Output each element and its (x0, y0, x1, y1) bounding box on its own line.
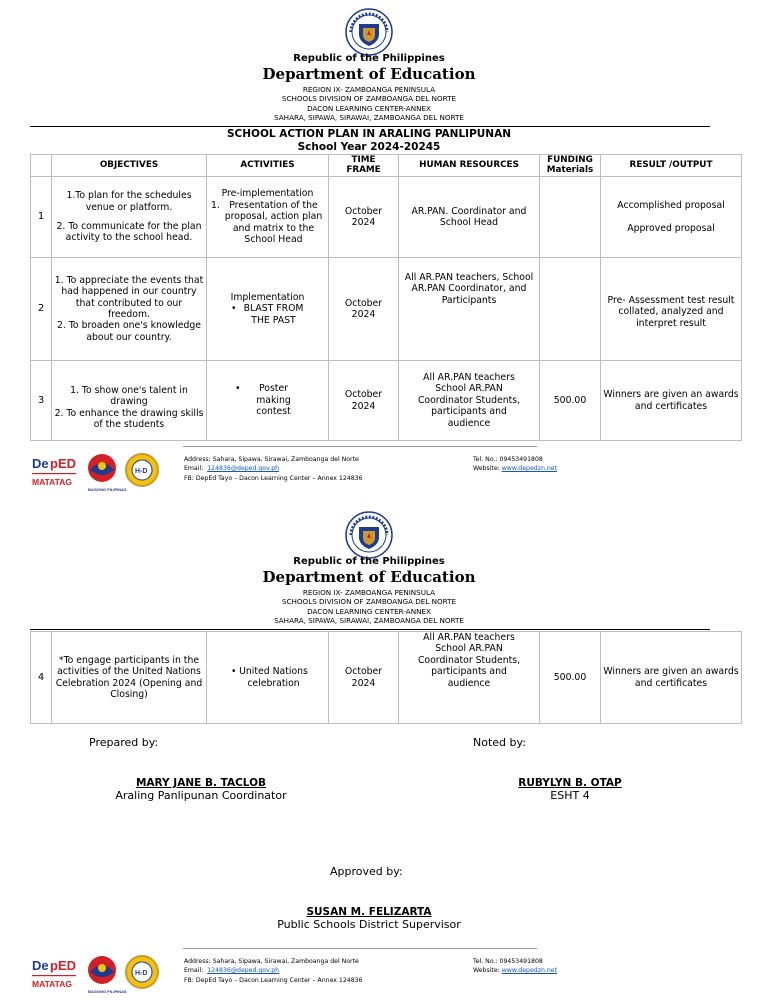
prepared-by-label: Prepared by: (89, 736, 159, 749)
table-row (31, 258, 742, 361)
noted-title: ESHT 4 (550, 789, 590, 802)
prepared-signature (70, 777, 332, 802)
school-year: School Year 2024-20245 (297, 141, 441, 153)
activity-list (209, 383, 326, 417)
svg-text:De: De (32, 456, 49, 471)
footer-tel: Tel. No.: 09453491808 (473, 456, 543, 463)
row-number: 2 (31, 258, 52, 361)
activity-item: 1. Presentation of the proposal, action plan and matrix to the School Head (209, 200, 326, 246)
svg-text:H-D: H-D (135, 970, 148, 977)
footer-website-line (473, 464, 557, 473)
deped-matatag-logo (30, 450, 160, 494)
result-cell (601, 177, 742, 258)
footer-email-link[interactable]: 124836@deped.gov.ph (207, 465, 280, 473)
human-resources-text: All AR.PAN teachers, School AR.PAN Coordinator, and Participants (404, 272, 534, 306)
footer-rule (183, 446, 537, 447)
result-cell: Winners are given an awards and certificates (601, 632, 742, 724)
footer-email-link[interactable]: 124836@deped.gov.ph (207, 967, 280, 975)
row-number: 4 (31, 632, 52, 724)
time-frame-text: October 2024 (344, 389, 383, 412)
footer-fb: FB: DepEd Tayo – Dacon Learning Center – Annex 124836 (184, 474, 363, 482)
human-resources-text: All AR.PAN teachers School AR.PAN Coordinator Students, participants and audience (417, 371, 521, 429)
svg-text:pED: pED (50, 958, 76, 973)
activity-item: • BLAST FROM THE PAST (225, 303, 310, 326)
row-number: 3 (31, 361, 52, 441)
activity-list (209, 200, 326, 246)
footer-email-line (184, 464, 363, 473)
footer-contact-right (473, 957, 557, 976)
objectives-cell (52, 632, 207, 724)
result-cell (601, 258, 742, 361)
approved-by-label: Approved by: (330, 865, 403, 878)
approved-name: SUSAN M. FELIZARTA (306, 906, 432, 918)
activities-cell (207, 632, 329, 724)
col-num (31, 155, 52, 177)
deped-seal-icon (345, 511, 393, 559)
address-label: SAHARA, SIPAWA, SIRAWAI, ZAMBOANGA DEL NORTE (274, 616, 464, 626)
objective-text: 2. To broaden one's knowledge about our country. (57, 320, 201, 343)
funding-cell (540, 177, 601, 258)
time-frame-text: October 2024 (344, 205, 383, 228)
activities-cell (207, 177, 329, 258)
time-frame-cell (329, 258, 399, 361)
row-number: 1 (31, 177, 52, 258)
objectives-cell (52, 177, 207, 258)
table-row (31, 632, 742, 724)
footer-fb: FB: DepEd Tayo – Dacon Learning Center – Annex 124836 (184, 976, 363, 984)
col-result: RESULT /OUTPUT (601, 155, 742, 177)
human-resources-cell: AR.PAN. Coordinator and School Head (399, 177, 540, 258)
deped-matatag-logo (30, 952, 160, 996)
col-human-resources: HUMAN RESOURCES (399, 155, 540, 177)
col-time-frame (329, 155, 399, 177)
footer-logos (30, 450, 160, 494)
table-row (31, 177, 742, 258)
footer-address: Address: Sahara, Sipawa, Sirawai, Zamboanga del Norte (184, 456, 359, 463)
footer-contact-right (473, 455, 557, 474)
objective-text: *To engage participants in the activities of the United Nations Celebration 2024 (Opening and Closing) (55, 654, 203, 700)
footer-rule (183, 948, 537, 949)
funding-cell: 500.00 (540, 361, 601, 441)
department-title: Department of Education (262, 65, 476, 83)
footer-tel: Tel. No.: 09453491808 (473, 958, 543, 965)
noted-signature (470, 777, 670, 802)
footer-email-label: Email: (184, 967, 204, 975)
objective-text: 1. To show one's talent in drawing (70, 384, 188, 408)
table-header-row (31, 155, 742, 177)
republic-label: Republic of the Philippines (293, 556, 445, 567)
human-resources-cell (399, 361, 540, 441)
activities-cell (207, 258, 329, 361)
republic-label: Republic of the Philippines (293, 53, 445, 64)
footer-address: Address: Sahara, Sipawa, Sirawai, Zamboanga del Norte (184, 958, 359, 965)
header-rule (30, 126, 710, 127)
objective-text: 2. To communicate for the plan activity to the school head. (56, 221, 202, 244)
letterhead (0, 556, 738, 626)
region-label: REGION IX- ZAMBOANGA PENINSULA (302, 85, 436, 94)
time-frame-text: October 2024 (344, 666, 383, 689)
activity-list (209, 666, 326, 689)
time-frame-cell (329, 361, 399, 441)
svg-text:De: De (32, 958, 49, 973)
address-label: SAHARA, SIPAWA, SIRAWAI, ZAMBOANGA DEL NORTE (274, 113, 464, 123)
activity-heading: Pre-implementation (221, 188, 314, 200)
objectives-cell (52, 258, 207, 361)
svg-text:MATATAG: MATATAG (32, 477, 72, 487)
action-plan-table-continued (30, 631, 742, 724)
deped-seal-icon (345, 8, 393, 56)
prepared-name: MARY JANE B. TACLOB (135, 777, 267, 789)
footer-logos (30, 952, 160, 996)
col-objectives: OBJECTIVES (52, 155, 207, 177)
objective-text: 2. To enhance the drawing skills of the students (54, 407, 204, 430)
result-text: Accomplished proposal (617, 199, 725, 211)
approved-title: Public Schools District Supervisor (277, 918, 461, 931)
col-funding (540, 155, 601, 177)
human-resources-text: All AR.PAN teachers School AR.PAN Coordinator Students, participants and audience (417, 632, 521, 689)
objective-text: 1. To appreciate the events that had happened in our country that contributed to our freedom. (54, 274, 204, 320)
department-title: Department of Education (262, 568, 476, 586)
human-resources-cell (399, 632, 540, 724)
footer-website-label: Website: (473, 465, 500, 473)
prepared-title: Araling Panlipunan Coordinator (115, 789, 287, 802)
approved-signature (230, 906, 508, 931)
objectives-cell (52, 361, 207, 441)
funding-cell (540, 258, 601, 361)
col-time-frame-label: TIME FRAME (346, 154, 381, 175)
time-frame-text: October 2024 (344, 297, 383, 320)
region-label: REGION IX- ZAMBOANGA PENINSULA (302, 588, 436, 597)
activity-list (209, 303, 326, 326)
table-row (31, 361, 742, 441)
result-text: Approved proposal (627, 223, 715, 234)
col-activities: ACTIVITIES (207, 155, 329, 177)
footer-website-link[interactable]: www.depedzn.net (501, 465, 557, 473)
result-cell: Winners are given an awards and certificates (601, 361, 742, 441)
footer-website-link[interactable]: www.depedzn.net (501, 967, 557, 975)
noted-name: RUBYLYN B. OTAP (518, 777, 622, 789)
plan-title: SCHOOL ACTION PLAN IN ARALING PANLIPUNAN (227, 128, 511, 140)
objective-text: 1.To plan for the schedules venue or platform. (66, 190, 192, 213)
funding-cell: 500.00 (540, 632, 601, 724)
svg-text:H-D: H-D (135, 468, 148, 475)
svg-text:MATATAG: MATATAG (32, 979, 72, 989)
col-funding-label: FUNDING Materials (546, 154, 594, 175)
center-label: DACON LEARNING CENTER-ANNEX (307, 103, 431, 113)
svg-text:pED: pED (50, 456, 76, 471)
center-label: DACON LEARNING CENTER-ANNEX (307, 606, 431, 616)
division-label: SCHOOLS DIVISION OF ZAMBOANGA DEL NORTE (281, 94, 457, 104)
result-text: Pre- Assessment test result collated, analyzed and interpret result (607, 294, 735, 329)
footer-contact (184, 957, 363, 985)
activity-heading: Implementation (230, 291, 305, 303)
activity-item: • Poster making contest (229, 383, 306, 417)
activities-cell (207, 361, 329, 441)
noted-by-label: Noted by: (473, 736, 526, 749)
footer-website-label: Website: (473, 967, 500, 975)
division-label: SCHOOLS DIVISION OF ZAMBOANGA DEL NORTE (281, 597, 457, 607)
letterhead (0, 53, 738, 123)
footer-contact (184, 455, 363, 483)
time-frame-cell (329, 177, 399, 258)
time-frame-cell (329, 632, 399, 724)
footer-email-line (184, 966, 363, 975)
header-rule (30, 629, 710, 630)
footer-website-line (473, 966, 557, 975)
svg-text:BAGONG PILIPINAS: BAGONG PILIPINAS (88, 487, 127, 492)
svg-text:BAGONG PILIPINAS: BAGONG PILIPINAS (88, 989, 127, 994)
activity-item: • United Nations celebration (225, 666, 310, 689)
human-resources-cell (399, 258, 540, 361)
action-plan-table (30, 154, 742, 441)
footer-email-label: Email: (184, 465, 204, 473)
